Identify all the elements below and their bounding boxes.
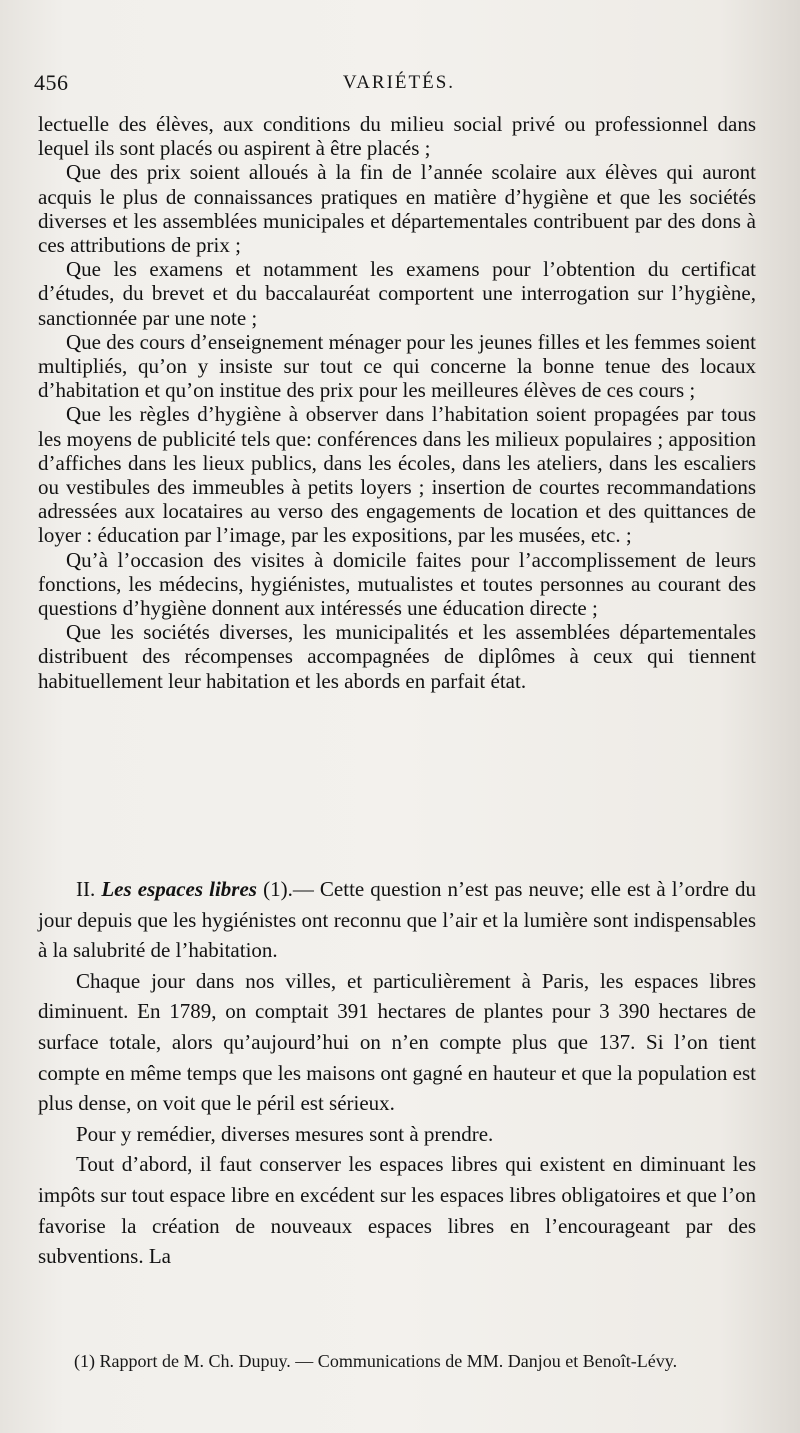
paragraph-continuation: lectuelle des élèves, aux conditions du milieu social privé ou professionnel dans lequel ils sont placés ou aspirent à être placés ; [38,112,756,161]
footnote [40,1350,760,1372]
paragraph-preserve-spaces: Tout d’abord, il faut conserver les espaces libres qui existent en diminuant les impôts sur tout espace libre en excédent sur les espaces libres obligatoires et que l’on favorise la création de nouveaux espaces libres en l’encourageant par des subventions. La [38,1152,756,1269]
running-head: VARIÉTÉS. [342,72,456,93]
paragraph-open-spaces-decline: Chaque jour dans nos villes, et particulièrement à Paris, les espaces libres diminuent. En 1789, on comptait 391 hectares de plantes pour 3 390 hectares de surface totale, alors qu’aujourd’hui on n’en compte plus que 137. Si l’on tient compte en même temps que les maisons ont gagné en hauteur et que la population est plus dense, on voit que le péril est sérieux. [38,968,756,1116]
paragraph-exams: Que les examens et notamment les examens pour l’obtention du certificat d’études, du brevet et du baccalauréat comportent une interrogation sur l’hygiène, sanctionnée par une note ; [38,257,756,330]
section-intro-paragraph [38,874,756,966]
section-number: II. [76,877,96,901]
paragraph-prizes: Que des prix soient alloués à la fin de l’année scolaire aux élèves qui auront acquis le plus de connaissances pratiques en matière d’hygiène et que les sociétés diverses et les assemblées municipales et départementales contribuent par des dons à ces attributions de prix ; [38,160,756,258]
paragraph-home-economics: Que des cours d’enseignement ménager pour les jeunes filles et les femmes soient multipliés, qu’on y insiste sur tout ce qui concerne la bonne tenue des locaux d’habitation et qu’on institue des prix pour les meilleures élèves de ces cours ; [38,329,756,403]
paragraph-home-visits: Qu’à l’occasion des visites à domicile faites pour l’accomplissement de leurs fonctions, les médecins, hygiénistes, mutualistes et toutes personnes au courant des questions d’hygiène donnent aux intéressés une éducation directe ; [38,547,756,621]
paragraph-publicity: Que les règles d’hygiène à observer dans l’habitation soient propagées par tous les moyens de publicité tels que: conférences dans les milieux populaires ; apposition d’affiches dans les lieux publics, dans les écoles, dans les ateliers, dans les escaliers ou vestibules des immeubles à petits loyers ; insertion de courtes recommandations adressées aux locataires au verso des engagements de location et des quittances de loyer : éducation par l’image, par les expositions, par les musées, etc. ; [38,402,756,548]
section-open-spaces [38,874,756,1272]
paragraph-remedies: Pour y remédier, diverses mesures sont à prendre. [76,1121,494,1146]
paragraph-rewards: Que les sociétés diverses, les municipalités et les assemblées départementales distribuent des récompenses accompagnées de diplômes à ceux qui tiennent habituellement leur habitation et les abords en parfait état. [38,620,756,693]
section-title: Les espaces libres [101,877,257,901]
footnote-text: (1) Rapport de M. Ch. Dupuy. — Communications de MM. Danjou et Benoît-Lévy. [74,1351,678,1371]
section-intro-text: — Cette question n’est pas neuve; elle est à l’ordre du jour depuis que les hygiénistes ont reconnu que l’air et la lumière sont indispensables à la salubrité de l’habitation. [38,877,757,963]
page-header [34,70,764,100]
main-text-block [38,112,756,693]
footnote-reference: (1). [263,877,293,901]
page-number: 456 [34,70,69,95]
